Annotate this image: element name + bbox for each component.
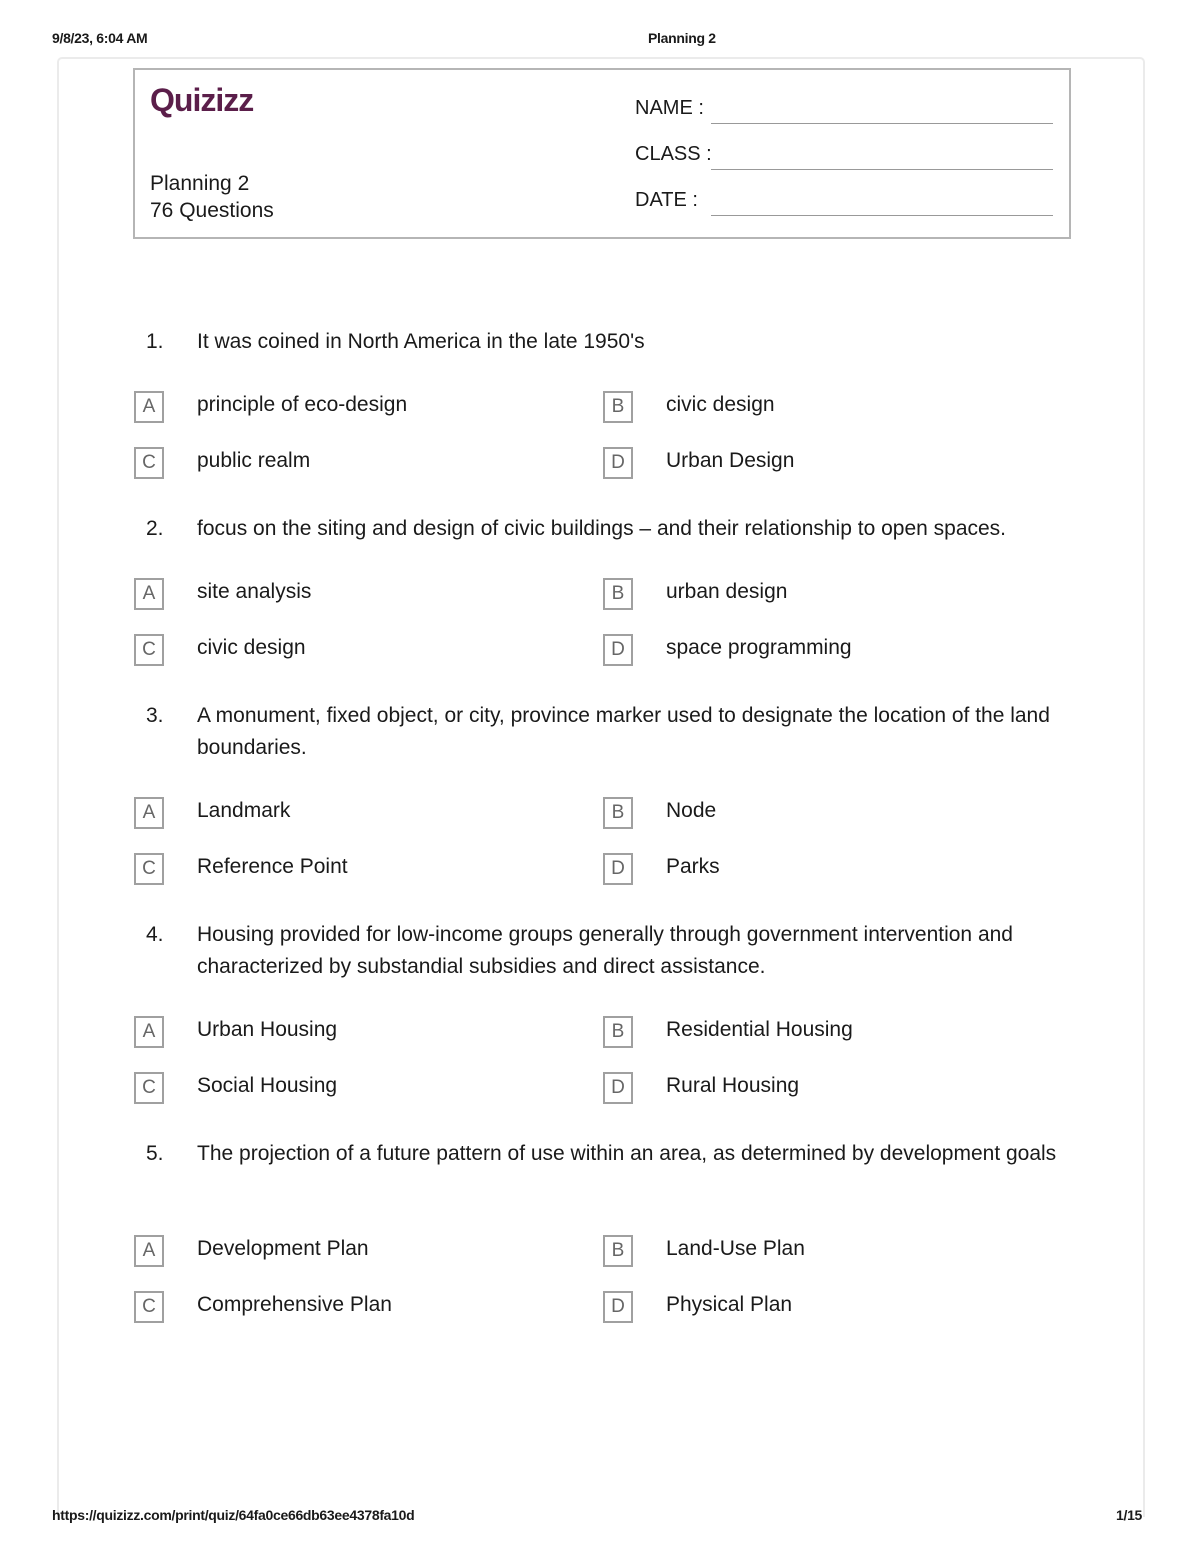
option-text: Comprehensive Plan [197,1293,392,1316]
option-text: Landmark [197,799,291,822]
option-text: Urban Design [666,449,795,472]
quiz-title: Planning 2 [150,172,250,195]
option-text: Physical Plan [666,1293,793,1316]
option-letter-box: C [134,634,164,666]
option-text: site analysis [197,580,312,603]
option-text: Reference Point [197,855,348,878]
option-text: public realm [197,449,311,472]
class-label: CLASS : [635,143,712,165]
option-letter-box: B [603,578,633,610]
option-text: urban design [666,580,788,603]
question-text: Housing provided for low-income groups generally through government intervention and characterized by substandial subsidies and direct assistance. [197,923,1013,978]
option-text: Urban Housing [197,1018,338,1041]
name-line [711,123,1053,124]
option-text: principle of eco-design [197,393,408,416]
option-text: civic design [666,393,775,416]
name-label: NAME : [635,97,704,119]
quizizz-logo: Quizizz [150,82,254,118]
option-letter-box: D [603,634,633,666]
question-text: A monument, fixed object, or city, province marker used to designate the location of the land boundaries. [197,704,1050,759]
option-text: Rural Housing [666,1074,800,1097]
option-text: civic design [197,636,306,659]
option-letter-box: C [134,1072,164,1104]
option-letter-box: A [134,578,164,610]
date-label: DATE : [635,189,698,211]
question-number: 4. [146,923,164,946]
question-number: 1. [146,330,164,353]
option-text: Development Plan [197,1237,369,1260]
question-number: 3. [146,704,164,727]
option-letter-box: B [603,391,633,423]
print-datetime: 9/8/23, 6:04 AM [52,30,148,46]
option-text: Land-Use Plan [666,1237,805,1260]
option-text: Parks [666,855,720,878]
option-letter-box: C [134,853,164,885]
option-letter-box: A [134,797,164,829]
option-letter-box: D [603,447,633,479]
option-text: Social Housing [197,1074,338,1097]
option-text: Residential Housing [666,1018,853,1041]
option-letter-box: A [134,391,164,423]
option-letter-box: C [134,447,164,479]
print-page-number: 1/15 [1116,1507,1143,1523]
option-letter-box: B [603,1235,633,1267]
option-letter-box: D [603,853,633,885]
option-letter-box: A [134,1235,164,1267]
option-text: Node [666,799,717,822]
question-number: 5. [146,1142,164,1165]
option-letter-box: B [603,797,633,829]
option-letter-box: A [134,1016,164,1048]
date-line [711,215,1053,216]
option-letter-box: D [603,1291,633,1323]
option-letter-box: D [603,1072,633,1104]
class-line [711,169,1053,170]
option-text: space programming [666,636,852,659]
option-letter-box: C [134,1291,164,1323]
print-url: https://quizizz.com/print/quiz/64fa0ce66db63ee4378fa10d [52,1507,415,1523]
question-text: focus on the siting and design of civic buildings – and their relationship to open spaces. [197,517,1007,540]
question-number: 2. [146,517,164,540]
question-text: It was coined in North America in the late 1950's [197,330,645,353]
question-count: 76 Questions [150,199,274,222]
print-page-title: Planning 2 [648,30,716,46]
option-letter-box: B [603,1016,633,1048]
question-text: The projection of a future pattern of use within an area, as determined by development goals [197,1142,1057,1165]
